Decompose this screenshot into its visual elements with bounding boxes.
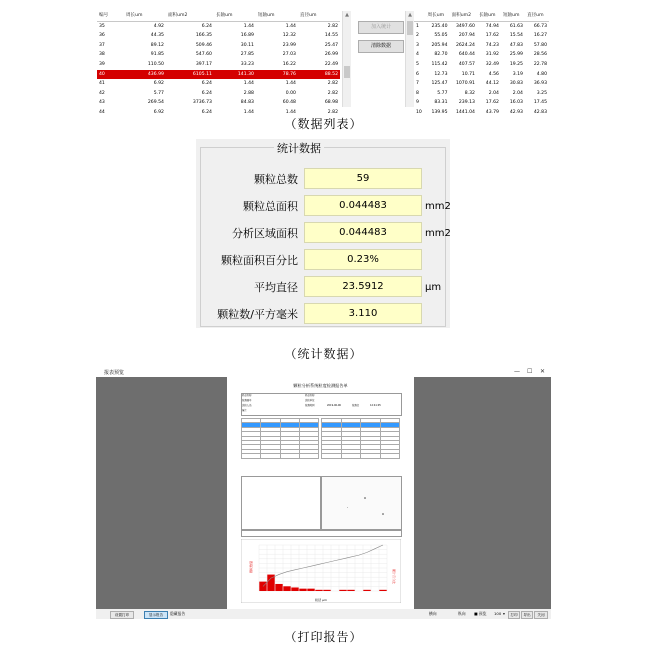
table-row[interactable] xyxy=(414,60,549,70)
stat-unit: μm xyxy=(425,282,442,293)
hide-report-option[interactable]: 隐藏报告 xyxy=(170,611,186,616)
table-row[interactable] xyxy=(97,50,340,60)
portrait-option[interactable]: 纵向 xyxy=(458,611,466,616)
table-cell: 3 xyxy=(416,42,419,48)
table-cell: 2 xyxy=(416,33,419,39)
chart-bar xyxy=(307,589,314,591)
chart-bar xyxy=(291,587,298,591)
report-sample-image xyxy=(321,476,402,530)
table-cell: 38 xyxy=(99,52,105,58)
table-cell: 2.04 xyxy=(488,90,499,96)
table-cell: 42 xyxy=(99,90,105,96)
table-cell: 6105.11 xyxy=(166,70,214,80)
caption-report: （打印报告） xyxy=(284,630,363,644)
report-window-titlebar xyxy=(96,368,551,377)
maximize-icon[interactable]: ☐ xyxy=(527,368,533,375)
table-cell: 3736.73 xyxy=(192,100,212,106)
particle-dot xyxy=(364,497,366,499)
clear-data-button[interactable]: 清除数据 xyxy=(358,40,404,53)
table-cell: 2.82 xyxy=(327,23,338,29)
table-cell: 6.92 xyxy=(153,109,164,115)
chart-bar xyxy=(363,590,370,591)
table-cell: 9 xyxy=(416,100,419,106)
table-cell: 436.99 xyxy=(124,70,166,80)
table-row[interactable] xyxy=(414,98,549,108)
table-row[interactable] xyxy=(97,60,340,70)
table-cell: 407.57 xyxy=(458,61,475,67)
table-cell: 68.98 xyxy=(324,100,338,106)
table-cell: 547.60 xyxy=(195,52,212,58)
report-table-row xyxy=(322,454,400,458)
export-button[interactable]: 导出 xyxy=(521,611,533,619)
table-cell: 110.50 xyxy=(147,61,164,67)
table-cell: 3.25 xyxy=(536,90,547,96)
chart-bar xyxy=(347,590,354,591)
table-cell: 47.83 xyxy=(509,42,523,48)
right-col-header[interactable]: 短轴um xyxy=(502,13,520,18)
table-cell: 2.04 xyxy=(512,90,523,96)
chart-frame xyxy=(241,539,401,603)
table-cell: 1.44 xyxy=(243,81,254,87)
table-cell: 207.94 xyxy=(458,33,475,39)
table-cell: 1.44 xyxy=(285,109,296,115)
caption-stats: （统计数据） xyxy=(284,347,363,361)
table-cell: 1070.91 xyxy=(455,81,475,87)
table-cell: 141.30 xyxy=(214,70,256,80)
table-cell: 640.44 xyxy=(458,52,475,58)
table-cell: 55.05 xyxy=(434,33,448,39)
table-cell: 44.35 xyxy=(150,33,164,39)
table-cell: 19.25 xyxy=(509,61,523,67)
table-row[interactable] xyxy=(97,21,340,31)
table-cell: 39 xyxy=(99,61,105,67)
table-row[interactable] xyxy=(414,70,549,80)
table-cell: 4.92 xyxy=(153,23,164,29)
scroll-thumb[interactable] xyxy=(407,21,413,35)
table-cell: 40 xyxy=(97,70,124,80)
table-cell: 23.99 xyxy=(282,42,296,48)
field-test-no: 检测编号 xyxy=(242,399,252,402)
right-col-header[interactable] xyxy=(414,11,426,21)
table-cell: 36 xyxy=(99,33,105,39)
table-cell: 43 xyxy=(99,100,105,106)
stat-value-field[interactable]: 0.044483 xyxy=(304,195,422,216)
table-row[interactable] xyxy=(97,70,340,80)
table-cell: 27.85 xyxy=(240,52,254,58)
table-cell: 44 xyxy=(99,109,105,115)
table-cell: 2.88 xyxy=(243,90,254,96)
table-row[interactable] xyxy=(414,21,549,31)
report-histogram-chart xyxy=(241,539,401,603)
stat-label: 颗粒面积百分比 xyxy=(221,254,298,267)
zoom-dropdown-icon[interactable]: ▾ xyxy=(503,611,505,616)
right-data-table[interactable] xyxy=(414,11,549,118)
stat-value-field[interactable]: 3.110 xyxy=(304,303,422,324)
table-cell: 4.80 xyxy=(536,71,547,77)
table-cell: 10.71 xyxy=(461,71,475,77)
table-cell: 1441.04 xyxy=(455,109,475,115)
table-cell: 28.56 xyxy=(533,52,547,58)
table-row[interactable] xyxy=(414,50,549,60)
table-row[interactable] xyxy=(414,79,549,89)
right-col-header[interactable]: 周长um xyxy=(427,13,445,18)
report-table-cell xyxy=(322,454,342,458)
table-cell: 17.62 xyxy=(485,33,499,39)
stat-label: 颗粒总数 xyxy=(254,173,298,186)
table-cell: 41 xyxy=(99,81,105,87)
table-cell: 6.24 xyxy=(201,90,212,96)
table-cell: 10 xyxy=(416,109,422,115)
stat-label: 颗粒数/平方毫米 xyxy=(217,308,298,321)
table-cell: 42.83 xyxy=(533,109,547,115)
table-cell: 205.94 xyxy=(431,42,448,48)
field-sample-name-2: 样品名称 xyxy=(305,394,315,397)
report-table-row xyxy=(242,454,319,458)
stat-label: 分析区域面积 xyxy=(232,227,298,240)
particle-dot xyxy=(382,513,384,515)
left-col-header[interactable]: 编号 xyxy=(99,13,109,18)
table-cell: 84.83 xyxy=(240,100,254,106)
right-col-header[interactable]: 长轴um xyxy=(478,13,496,18)
table-cell: 5.77 xyxy=(153,90,164,96)
particle-dot xyxy=(347,507,348,508)
report-table-cell xyxy=(299,454,318,458)
table-cell: 14.55 xyxy=(324,33,338,39)
table-cell: 60.48 xyxy=(282,100,296,106)
stat-value-field[interactable]: 23.5912 xyxy=(304,276,422,297)
zoom-value[interactable]: 100 xyxy=(494,611,502,616)
field-submit-unit: 送检单位 xyxy=(305,399,315,402)
table-cell: 22.49 xyxy=(324,61,338,67)
table-cell: 6.92 xyxy=(153,81,164,87)
chart-bar xyxy=(323,590,330,591)
report-table-cell xyxy=(380,454,400,458)
table-cell: 37 xyxy=(99,42,105,48)
scroll-up-icon[interactable]: ▲ xyxy=(408,12,412,18)
table-cell: 26.99 xyxy=(324,52,338,58)
stat-value-field[interactable]: 0.23% xyxy=(304,249,422,270)
table-cell: 16.27 xyxy=(533,33,547,39)
report-footer-line xyxy=(241,530,402,537)
table-cell: 32.49 xyxy=(485,61,499,67)
left-col-header[interactable]: 长轴um xyxy=(215,13,233,18)
table-cell: 397.17 xyxy=(195,61,212,67)
table-cell: 239.13 xyxy=(458,100,475,106)
scroll-up-icon[interactable]: ▲ xyxy=(345,12,349,18)
table-cell: 61.63 xyxy=(509,23,523,29)
table-cell: 166.35 xyxy=(195,33,212,39)
table-cell: 15.54 xyxy=(509,33,523,39)
right-col-header[interactable]: 面积um2 xyxy=(451,13,472,18)
table-cell: 1.44 xyxy=(285,23,296,29)
report-title: 颗粒分析系统粒度检测报告单 xyxy=(293,383,348,388)
stat-label: 平均直径 xyxy=(254,281,298,294)
table-cell: 35 xyxy=(99,23,105,29)
table-cell: 88.52 xyxy=(298,70,340,80)
chart-bar xyxy=(275,584,282,591)
table-cell: 0.00 xyxy=(285,90,296,96)
stats-group-title: 统计数据 xyxy=(274,140,324,156)
report-stats-block xyxy=(241,476,321,530)
field-clock: 12:41:05 xyxy=(370,404,381,407)
chart-left-axis-label: 颗粒数量 xyxy=(249,560,253,573)
report-right-table xyxy=(321,418,400,459)
print-button[interactable]: 打印 xyxy=(508,611,520,619)
right-table-scrollbar[interactable] xyxy=(405,11,414,107)
table-row[interactable] xyxy=(414,89,549,99)
table-cell: 25.47 xyxy=(324,42,338,48)
chart-bar xyxy=(299,589,306,591)
close-icon[interactable]: ✕ xyxy=(540,368,546,375)
table-cell: 1.44 xyxy=(285,81,296,87)
table-cell: 1 xyxy=(416,23,419,29)
report-window xyxy=(96,368,551,619)
table-cell: 6.24 xyxy=(201,23,212,29)
left-col-header[interactable]: 面积um2 xyxy=(167,13,188,18)
table-cell: 33.23 xyxy=(240,61,254,67)
table-row[interactable] xyxy=(414,31,549,41)
right-col-header[interactable]: 直径um xyxy=(526,13,544,18)
field-sample-name: 样品名称 xyxy=(242,394,252,397)
table-cell: 30.11 xyxy=(240,42,254,48)
table-cell: 4 xyxy=(416,52,419,58)
scroll-thumb[interactable] xyxy=(344,66,350,78)
table-cell: 16.89 xyxy=(240,33,254,39)
caption-data-list: （数据列表） xyxy=(284,117,363,131)
table-cell: 115.42 xyxy=(431,61,448,67)
close-button[interactable]: 关闭 xyxy=(534,611,548,619)
table-cell: 22.78 xyxy=(533,61,547,67)
table-cell: 42.93 xyxy=(509,109,523,115)
table-cell: 82.70 xyxy=(434,52,448,58)
table-cell: 25.99 xyxy=(509,52,523,58)
field-date: 2019-06-06 xyxy=(327,404,341,407)
report-table-cell xyxy=(341,454,361,458)
field-submitter: 送检人员 xyxy=(242,404,252,407)
table-cell: 44.12 xyxy=(485,81,499,87)
field-test-time: 检测时间 xyxy=(305,404,315,407)
table-cell: 74.23 xyxy=(485,42,499,48)
table-cell: 27.03 xyxy=(282,52,296,58)
table-row[interactable] xyxy=(414,41,549,51)
chart-right-axis-label: 累计百分比 xyxy=(392,569,396,585)
show-report-button[interactable]: 显示报告 xyxy=(144,611,168,619)
report-table-cell xyxy=(261,454,280,458)
chart-x-axis-label: 粒径 μm xyxy=(315,598,327,602)
left-col-header[interactable]: 短轴um xyxy=(257,13,275,18)
table-cell: 2.82 xyxy=(327,81,338,87)
chart-bar xyxy=(339,590,346,591)
stat-value-field[interactable]: 59 xyxy=(304,168,422,189)
print-setup-button[interactable]: 设置打印 xyxy=(110,611,134,619)
table-cell: 78.76 xyxy=(256,70,298,80)
table-cell: 2.82 xyxy=(327,90,338,96)
table-cell: 7 xyxy=(416,81,419,87)
table-row[interactable] xyxy=(97,89,340,99)
table-cell: 3.19 xyxy=(512,71,523,77)
table-cell: 36.93 xyxy=(533,81,547,87)
table-cell: 509.46 xyxy=(195,42,212,48)
table-cell: 31.92 xyxy=(485,52,499,58)
table-cell: 17.45 xyxy=(533,100,547,106)
landscape-option[interactable]: 横向 xyxy=(429,611,437,616)
table-row[interactable] xyxy=(97,41,340,51)
table-cell: 2.82 xyxy=(327,109,338,115)
table-cell: 4.56 xyxy=(488,71,499,77)
table-cell: 8 xyxy=(416,90,419,96)
left-col-header[interactable]: 周长um xyxy=(125,13,143,18)
table-cell: 6 xyxy=(416,71,419,77)
table-cell: 57.80 xyxy=(533,42,547,48)
report-table-cell xyxy=(280,454,299,458)
table-cell: 17.62 xyxy=(485,100,499,106)
left-col-header[interactable]: 直径um xyxy=(299,13,317,18)
table-cell: 2624.24 xyxy=(455,42,475,48)
stat-unit: mm2 xyxy=(425,228,451,239)
field-operator: 检测者 xyxy=(352,404,360,407)
chart-bar xyxy=(315,590,322,591)
chart-bar xyxy=(283,586,290,591)
table-cell: 5 xyxy=(416,61,419,67)
table-cell: 125.47 xyxy=(431,81,448,87)
table-cell: 6.24 xyxy=(201,81,212,87)
field-remark: 备注 xyxy=(242,409,247,412)
report-table-cell xyxy=(242,454,261,458)
report-bottom-toolbar xyxy=(96,609,551,619)
left-data-table[interactable] xyxy=(97,11,340,118)
report-window-title: 报表预览 xyxy=(104,370,125,376)
table-row[interactable] xyxy=(97,31,340,41)
table-cell: 43.79 xyxy=(485,109,499,115)
table-row[interactable] xyxy=(97,98,340,108)
table-cell: 139.95 xyxy=(431,109,448,115)
table-cell: 16.22 xyxy=(282,61,296,67)
table-cell: 235.40 xyxy=(431,23,448,29)
table-cell: 66.73 xyxy=(533,23,547,29)
table-cell: 16.03 xyxy=(509,100,523,106)
stat-unit: mm2 xyxy=(425,201,451,212)
table-cell: 83.31 xyxy=(434,100,448,106)
table-cell: 8.32 xyxy=(464,90,475,96)
left-table-header xyxy=(97,11,340,21)
table-cell: 269.54 xyxy=(147,100,164,106)
minimize-icon[interactable]: — xyxy=(514,368,520,375)
stat-value-field[interactable]: 0.044483 xyxy=(304,222,422,243)
left-table-scrollbar[interactable] xyxy=(342,11,351,107)
table-cell: 30.83 xyxy=(509,81,523,87)
chart-bar xyxy=(379,590,386,591)
table-cell: 3497.60 xyxy=(455,23,475,29)
table-cell: 1.44 xyxy=(243,109,254,115)
table-cell: 74.94 xyxy=(485,23,499,29)
report-left-table xyxy=(241,418,319,459)
preview-option[interactable]: ■ 预览 xyxy=(474,611,487,616)
right-table-header xyxy=(414,11,549,21)
table-cell: 6.24 xyxy=(201,109,212,115)
table-cell: 89.12 xyxy=(150,42,164,48)
table-cell: 5.77 xyxy=(437,90,448,96)
report-table-cell xyxy=(361,454,381,458)
report-page xyxy=(227,377,414,609)
stat-label: 颗粒总面积 xyxy=(243,200,298,213)
table-cell: 12.32 xyxy=(282,33,296,39)
table-cell: 12.73 xyxy=(434,71,448,77)
table-cell: 1.44 xyxy=(243,23,254,29)
import-stats-button[interactable]: 加入统计 xyxy=(358,21,404,34)
table-row[interactable] xyxy=(97,79,340,89)
table-cell: 91.85 xyxy=(150,52,164,58)
